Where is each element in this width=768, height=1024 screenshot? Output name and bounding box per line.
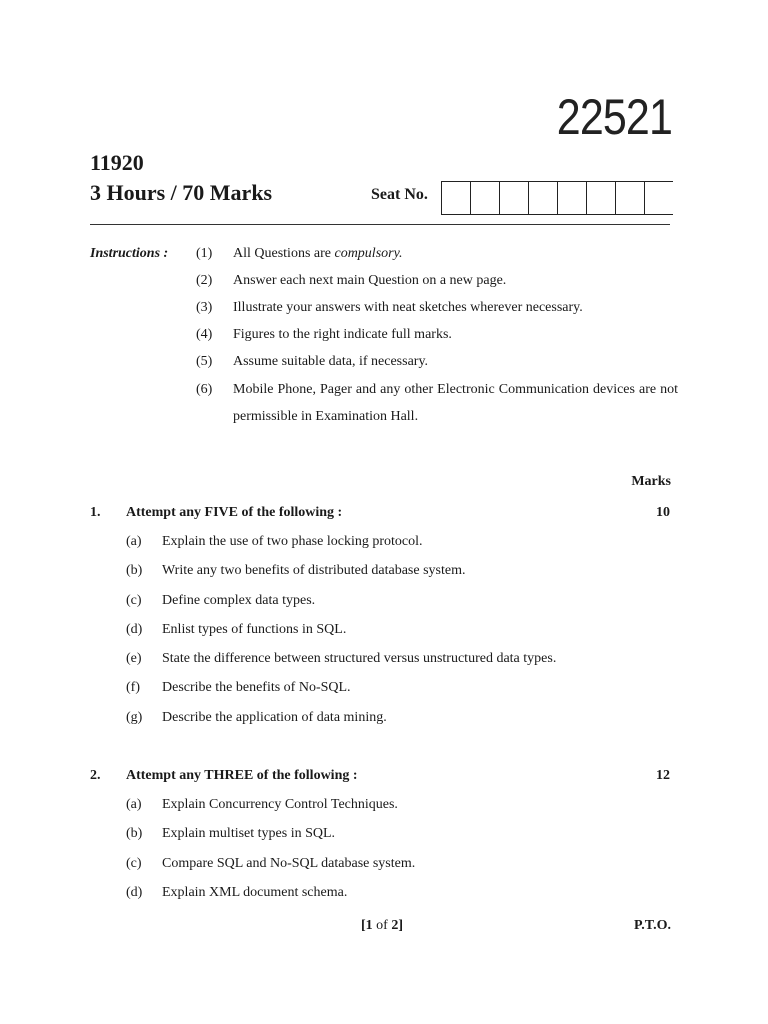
sub-question-text: Define complex data types.	[162, 592, 316, 608]
instruction-text: Answer each next main Question on a new page.	[233, 273, 507, 288]
seat-number-box	[615, 182, 644, 214]
instruction-number: (4)	[196, 327, 213, 342]
sub-question-text: Explain multiset types in SQL.	[162, 826, 336, 842]
seat-number-label: Seat No.	[371, 186, 428, 203]
instructions-label: Instructions :	[90, 246, 169, 261]
sub-question	[126, 563, 686, 592]
sub-question-label: (d)	[126, 621, 143, 637]
page-number: [1 of 2]	[361, 918, 404, 933]
sub-question-text: Describe the application of data mining.	[162, 709, 387, 725]
instructions-list	[196, 246, 678, 430]
instruction-number: (3)	[196, 300, 213, 315]
question-title: Attempt any FIVE of the following :	[126, 505, 343, 520]
sub-question	[126, 856, 686, 885]
instruction-text: Assume suitable data, if necessary.	[233, 354, 429, 369]
question-title: Attempt any THREE of the following :	[126, 768, 358, 783]
duration-marks: 3 Hours / 70 Marks	[90, 180, 273, 205]
paper-code: 22521	[556, 89, 672, 145]
question-heading	[90, 505, 670, 521]
instruction-text: All Questions are compulsory.	[233, 246, 403, 261]
seat-number-box	[644, 182, 673, 214]
sub-question	[126, 651, 686, 680]
sub-question-text: Compare SQL and No-SQL database system.	[162, 855, 416, 871]
sub-question	[126, 885, 686, 914]
seat-number-box	[441, 182, 470, 214]
instruction-item	[196, 246, 678, 273]
instruction-item	[196, 273, 678, 300]
sub-question	[126, 534, 686, 563]
header-divider	[90, 224, 670, 225]
sub-question-text: Explain XML document schema.	[162, 884, 348, 900]
seat-number-box	[586, 182, 615, 214]
sub-question	[126, 710, 686, 739]
sub-question-label: (c)	[126, 592, 142, 608]
question-marks: 10	[656, 505, 670, 520]
instruction-number: (5)	[196, 354, 213, 369]
please-turn-over: P.T.O.	[634, 918, 671, 933]
sub-question-list	[126, 797, 686, 914]
sub-question-text: Explain the use of two phase locking protocol.	[162, 534, 423, 549]
sub-question-label: (c)	[126, 855, 142, 871]
sub-question-text: Describe the benefits of No-SQL.	[162, 680, 351, 696]
sub-question	[126, 797, 686, 826]
seat-number-box	[557, 182, 586, 214]
sub-question-label: (b)	[126, 826, 143, 842]
sub-question	[126, 593, 686, 622]
instruction-item	[196, 327, 678, 354]
instruction-item	[196, 376, 678, 430]
seat-number-box	[528, 182, 557, 214]
question-marks: 12	[656, 768, 670, 783]
sub-question-label: (a)	[126, 797, 142, 812]
sub-question-label: (d)	[126, 884, 143, 900]
instruction-item	[196, 300, 678, 327]
sub-question-label: (b)	[126, 563, 143, 579]
sub-question-label: (a)	[126, 534, 142, 549]
seat-number-box	[499, 182, 528, 214]
sub-question-label: (f)	[126, 680, 140, 696]
sub-question-label: (e)	[126, 651, 142, 667]
marks-column-header: Marks	[631, 474, 671, 489]
seat-number-boxes	[441, 181, 673, 215]
instruction-number: (1)	[196, 246, 213, 261]
instruction-number: (6)	[196, 382, 213, 397]
question-number: 1.	[90, 505, 101, 520]
sub-question-list	[126, 534, 686, 739]
sub-question-text: State the difference between structured versus unstructured data types.	[162, 651, 557, 667]
instruction-text: Illustrate your answers with neat sketches wherever necessary.	[233, 300, 583, 315]
exam-code: 11920	[90, 150, 144, 175]
sub-question-text: Write any two benefits of distributed database system.	[162, 563, 466, 579]
instruction-number: (2)	[196, 273, 213, 288]
instruction-text: Mobile Phone, Pager and any other Electronic Communication devices are not permissible in Examination Hall.	[233, 382, 678, 424]
seat-number-box	[470, 182, 499, 214]
sub-question	[126, 622, 686, 651]
instruction-text: Figures to the right indicate full marks.	[233, 327, 452, 342]
sub-question-label: (g)	[126, 709, 143, 725]
question-number: 2.	[90, 768, 101, 783]
instruction-emphasis: compulsory.	[334, 246, 403, 261]
sub-question-text: Enlist types of functions in SQL.	[162, 621, 347, 637]
sub-question	[126, 680, 686, 709]
sub-question-text: Explain Concurrency Control Techniques.	[162, 797, 398, 812]
question-heading	[90, 768, 670, 784]
sub-question	[126, 826, 686, 855]
